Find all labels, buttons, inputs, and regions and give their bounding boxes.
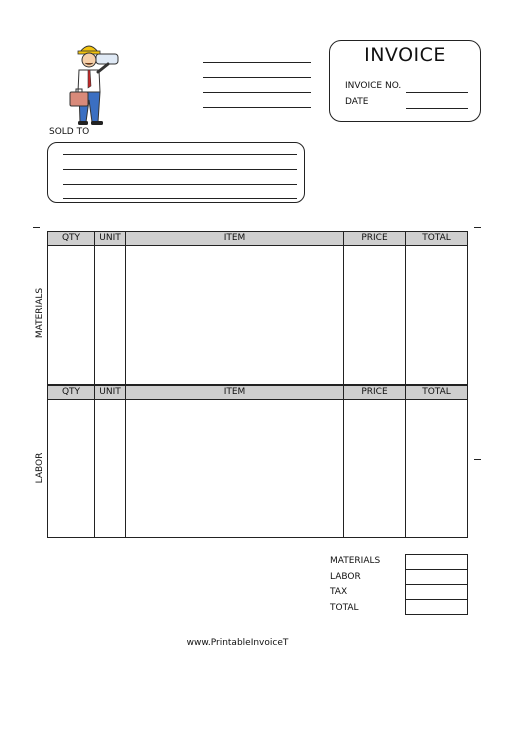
company-line-2[interactable] <box>203 77 311 78</box>
price-cell[interactable] <box>344 400 406 538</box>
materials-table <box>47 231 468 385</box>
column-header-qty: QTY <box>48 232 95 246</box>
invoice-title: INVOICE <box>364 44 446 66</box>
column-header-item: ITEM <box>126 232 344 246</box>
fold-mark <box>474 459 481 460</box>
summary-table <box>405 554 468 615</box>
table-row <box>48 246 468 385</box>
company-line-4[interactable] <box>203 107 311 108</box>
column-header-total: TOTAL <box>406 386 468 400</box>
invoice-no-label: INVOICE NO. <box>345 81 402 91</box>
company-line-1[interactable] <box>203 62 311 63</box>
fold-mark <box>474 227 481 228</box>
price-cell[interactable] <box>344 246 406 385</box>
footer-url: www.PrintableInvoiceT <box>186 638 289 648</box>
summary-labor-label: LABOR <box>330 572 361 582</box>
qty-cell[interactable] <box>48 400 95 538</box>
unit-cell[interactable] <box>95 246 126 385</box>
invoice-header-box <box>329 40 481 122</box>
summary-tax-label: TAX <box>330 587 348 597</box>
column-header-price: PRICE <box>344 386 406 400</box>
date-label: DATE <box>345 97 369 107</box>
item-cell[interactable] <box>126 246 344 385</box>
sold-to-line-3[interactable] <box>63 184 297 185</box>
column-header-unit: UNIT <box>95 386 126 400</box>
labor-table <box>47 385 468 538</box>
fold-mark <box>33 227 40 228</box>
summary-labor-field[interactable] <box>406 570 468 585</box>
sold-to-line-1[interactable] <box>63 154 297 155</box>
sold-to-label: SOLD TO <box>49 127 90 137</box>
summary-total-field[interactable] <box>406 600 468 615</box>
column-header-price: PRICE <box>344 232 406 246</box>
labor-section-label: LABOR <box>35 452 45 484</box>
total-cell[interactable] <box>406 400 468 538</box>
column-header-qty: QTY <box>48 386 95 400</box>
company-line-3[interactable] <box>203 92 311 93</box>
summary-materials-label: MATERIALS <box>330 556 381 566</box>
sold-to-line-2[interactable] <box>63 169 297 170</box>
worker-with-briefcase-icon <box>66 40 124 128</box>
summary-total-label: TOTAL <box>330 603 359 613</box>
invoice-no-field[interactable] <box>406 92 468 93</box>
qty-cell[interactable] <box>48 246 95 385</box>
date-field[interactable] <box>406 108 468 109</box>
item-cell[interactable] <box>126 400 344 538</box>
sold-to-line-4[interactable] <box>63 198 297 199</box>
column-header-unit: UNIT <box>95 232 126 246</box>
total-cell[interactable] <box>406 246 468 385</box>
sold-to-box <box>47 142 305 203</box>
column-header-item: ITEM <box>126 386 344 400</box>
table-row <box>48 400 468 538</box>
column-header-total: TOTAL <box>406 232 468 246</box>
summary-tax-field[interactable] <box>406 585 468 600</box>
summary-materials-field[interactable] <box>406 555 468 570</box>
unit-cell[interactable] <box>95 400 126 538</box>
materials-section-label: MATERIALS <box>35 287 45 339</box>
